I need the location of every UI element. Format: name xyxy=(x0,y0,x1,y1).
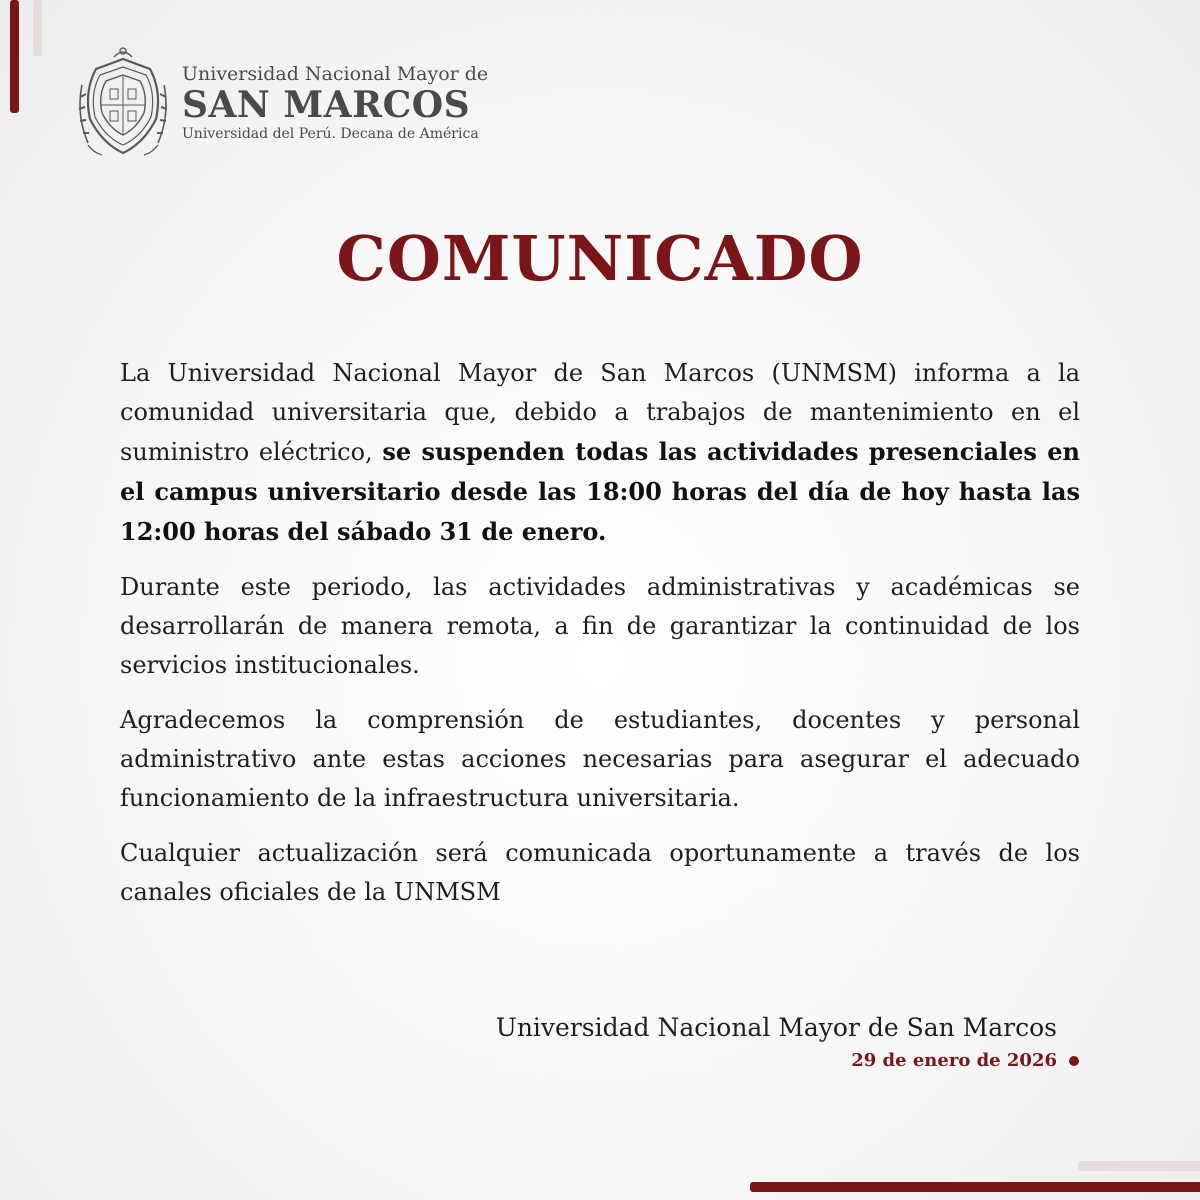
paragraph-3: Agradecemos la comprensión de estudiantes, docentes y personal administrativo ante estas acciones necesarias para asegurar el adecuado funcionamiento de la infraestructura universitaria. xyxy=(120,706,1080,812)
signature-date: 29 de enero de 2026 xyxy=(851,1050,1057,1071)
signature-block xyxy=(496,1010,1057,1076)
paragraph-2: Durante este periodo, las actividades administrativas y académicas se desarrollarán de manera remota, a fin de garantizar la continuidad de los servicios institucionales. xyxy=(120,573,1080,679)
paragraph-1-bold: se suspenden todas las actividades presenciales en el campus universitario desde las 18:00 horas del día de hoy hasta las 12:00 horas del sábado 31 de enero. xyxy=(120,437,1080,546)
paragraph-1-intro: La Universidad Nacional Mayor de San Marcos (UNMSM) informa a la comunidad universitaria que, debido a trabajos de mantenimiento en el suministro eléctrico, xyxy=(120,359,1080,466)
signature-organization: Universidad Nacional Mayor de San Marcos xyxy=(495,1013,1057,1042)
header xyxy=(70,45,490,165)
decorative-bar-bottom-dark xyxy=(750,1182,1200,1192)
university-name: SAN MARCOS xyxy=(182,84,471,126)
paragraph-1 xyxy=(120,354,1080,552)
university-line: Universidad Nacional Mayor de xyxy=(182,63,489,85)
university-wordmark xyxy=(182,63,488,143)
announcement-body xyxy=(120,354,1080,928)
decorative-bar-left-dark xyxy=(10,0,19,113)
university-tagline: Universidad del Perú. Decana de América xyxy=(182,126,479,142)
decorative-bar-bottom-light xyxy=(1078,1161,1200,1171)
bullet-dot-icon xyxy=(1069,1056,1079,1066)
page-title: COMUNICADO xyxy=(336,222,864,295)
university-seal-icon xyxy=(70,45,176,165)
decorative-bar-left-light xyxy=(33,0,42,56)
paragraph-4: Cualquier actualización será comunicada oportunamente a través de los canales oficiales de la UNMSM xyxy=(120,839,1080,906)
